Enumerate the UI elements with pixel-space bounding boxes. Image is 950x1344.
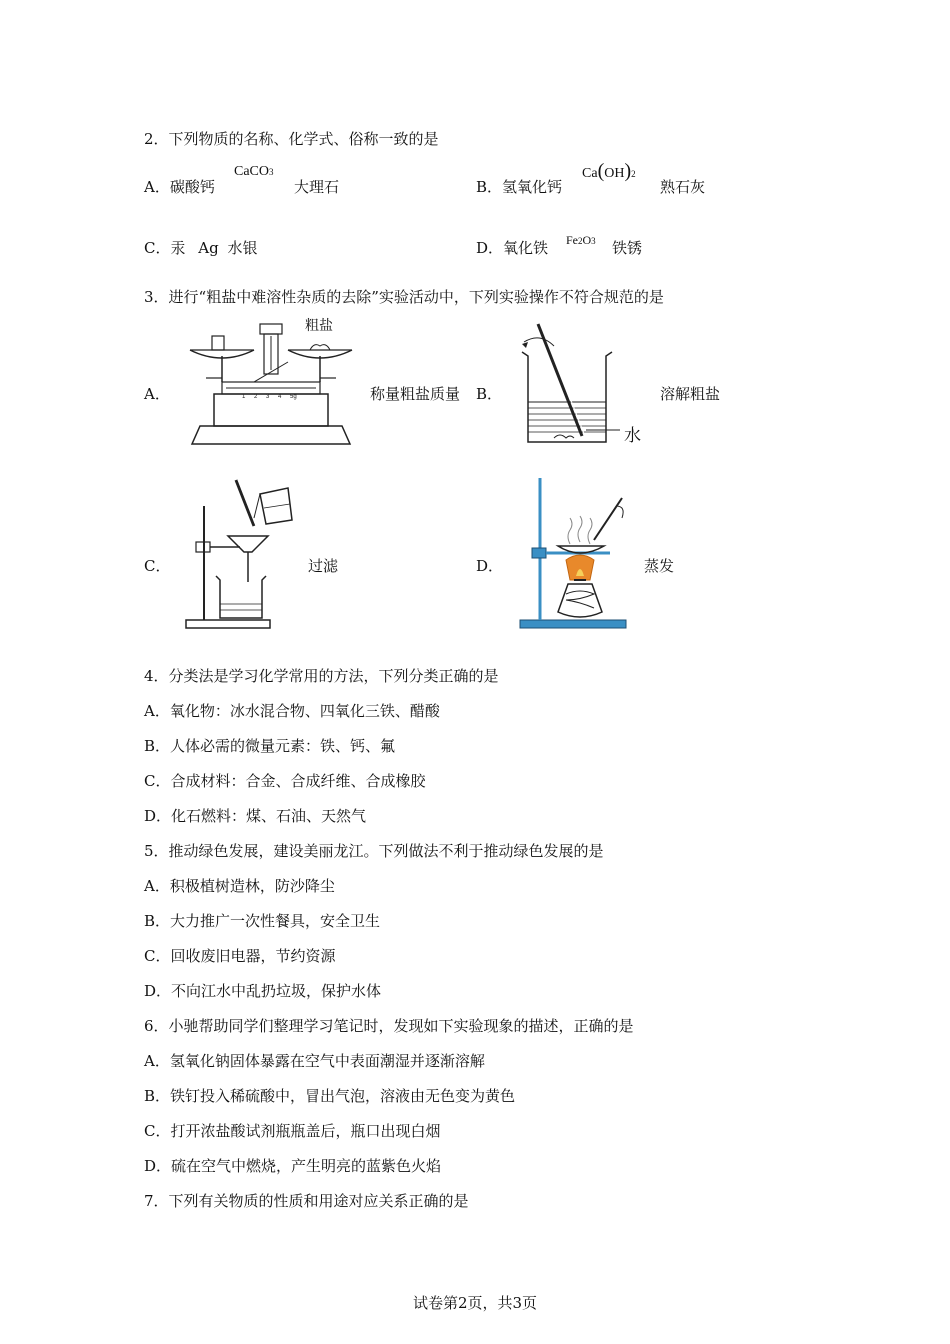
- q2-c-alias: 水银: [227, 239, 258, 257]
- q5-option-a[interactable]: A．积极植树造林，防沙降尘: [144, 877, 335, 895]
- q2-option-b[interactable]: [476, 176, 562, 197]
- q6-option-d[interactable]: D．硫在空气中燃烧，产生明亮的蓝紫色火焰: [144, 1157, 442, 1175]
- option-name: 氢氧化钙: [502, 178, 563, 196]
- q2-d-formula: Fe2O3: [566, 233, 596, 247]
- q6-option-a[interactable]: A．氢氧化钠固体暴露在空气中表面潮湿并逐渐溶解: [144, 1052, 485, 1070]
- question-7-stem: 7．下列有关物质的性质和用途对应关系正确的是: [144, 1192, 469, 1210]
- q4-option-d[interactable]: D．化石燃料：煤、石油、天然气: [144, 807, 367, 825]
- q3-a-caption: 称量粗盐质量: [370, 385, 461, 403]
- q2-c-formula: Ag: [198, 239, 219, 257]
- question-4-stem: 4．分类法是学习化学常用的方法，下列分类正确的是: [144, 667, 499, 685]
- q6-option-c[interactable]: C．打开浓盐酸试剂瓶瓶盖后，瓶口出现白烟: [144, 1122, 441, 1140]
- q2-option-d[interactable]: D．氧化铁: [476, 239, 549, 257]
- scale-tick: 3: [266, 394, 270, 400]
- q4-option-a[interactable]: A．氧化物：冰水混合物、四氧化三铁、醋酸: [144, 702, 440, 720]
- page-footer: 试卷第2页，共3页: [412, 1294, 538, 1312]
- q3-d-caption: 蒸发: [644, 557, 675, 575]
- option-letter: A．: [144, 178, 170, 196]
- scale-ticks: [242, 394, 297, 400]
- q3-option-a-letter[interactable]: A．: [144, 385, 170, 403]
- q2-option-c[interactable]: C．汞 Ag 水银: [144, 239, 258, 257]
- option-letter: B．: [476, 178, 503, 196]
- scale-tick: 5g: [290, 394, 297, 400]
- balance-figure: [186, 322, 356, 446]
- scale-tick: 2: [254, 394, 258, 400]
- option-name: 碳酸钙: [169, 178, 215, 196]
- question-3-stem: 3．进行“粗盐中难溶性杂质的去除”实验活动中，下列实验操作不符合规范的是: [144, 288, 664, 306]
- evaporation-figure: [518, 476, 630, 630]
- q2-d-alias: 铁锈: [612, 239, 643, 257]
- scale-tick: 4: [278, 394, 282, 400]
- question-5-stem: 5．推动绿色发展，建设美丽龙江。下列做法不利于推动绿色发展的是: [144, 842, 604, 860]
- q3-b-caption: 溶解粗盐: [660, 385, 721, 403]
- q4-option-b[interactable]: B．人体必需的微量元素：铁、钙、氟: [144, 737, 396, 755]
- scale-tick: 1: [242, 394, 246, 400]
- q6-option-b[interactable]: B．铁钉投入稀硫酸中，冒出气泡，溶液由无色变为黄色: [144, 1087, 516, 1105]
- water-label: 水: [624, 426, 641, 446]
- question-2-stem: 2．下列物质的名称、化学式、俗称一致的是: [144, 130, 439, 148]
- q2-b-formula: Ca(OH)2: [582, 160, 636, 182]
- question-6-stem: 6．小驰帮助同学们整理学习笔记时，发现如下实验现象的描述，正确的是: [144, 1017, 634, 1035]
- q5-option-b[interactable]: B．大力推广一次性餐具，安全卫生: [144, 912, 381, 930]
- q3-option-b-letter[interactable]: B．: [476, 385, 503, 403]
- q2-option-a[interactable]: [144, 176, 215, 197]
- q2-b-alias: 熟石灰: [660, 178, 706, 196]
- q3-option-d-letter[interactable]: D．: [476, 557, 504, 575]
- q5-option-d[interactable]: D．不向江水中乱扔垃圾，保护水体: [144, 982, 382, 1000]
- q2-a-formula: CaCO3: [234, 164, 274, 179]
- filtration-figure: [184, 478, 314, 630]
- q3-option-c-letter[interactable]: C．: [144, 557, 171, 575]
- q5-option-c[interactable]: C．回收废旧电器，节约资源: [144, 947, 336, 965]
- q4-option-c[interactable]: C．合成材料：合金、合成纤维、合成橡胶: [144, 772, 426, 790]
- q2-a-alias: 大理石: [294, 178, 340, 196]
- q3-c-caption: 过滤: [308, 557, 339, 575]
- coarse-salt-label: 粗盐: [305, 318, 333, 334]
